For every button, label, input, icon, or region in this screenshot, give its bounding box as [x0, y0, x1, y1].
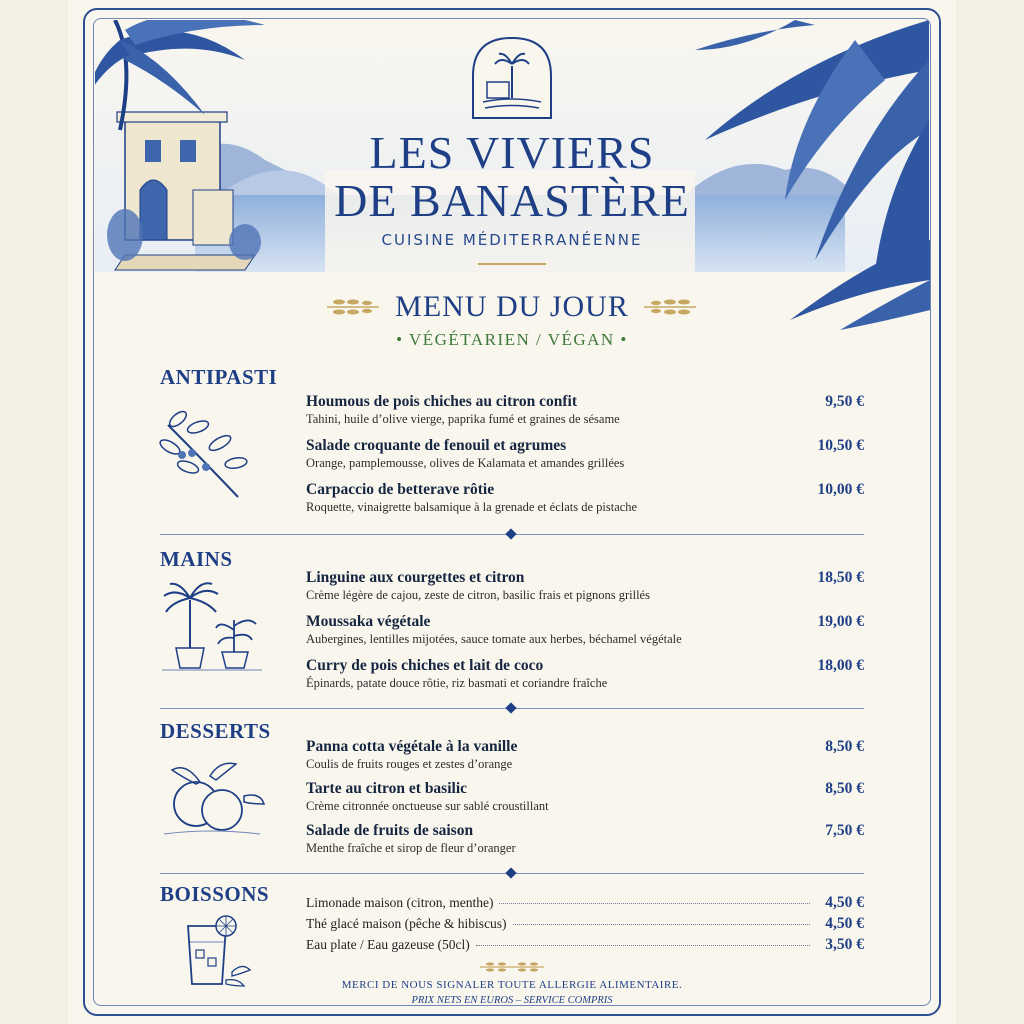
menu-item [306, 481, 864, 515]
menu-item [306, 822, 864, 856]
drink-price: 3,50 € [825, 936, 864, 953]
drink-item [306, 936, 864, 954]
price-note: PRIX NETS EN EUROS – SERVICE COMPRIS [411, 995, 613, 1006]
drink-name: Limonade maison (citron, menthe) [306, 895, 494, 910]
section-title-desserts: DESSERTS [160, 719, 271, 743]
citrus-fruit-icon [160, 756, 266, 838]
item-description: Roquette, vinaigrette balsamique à la grenade et éclats de pistache [306, 500, 638, 514]
item-name: Tarte au citron et basilic [306, 780, 468, 797]
section-divider [160, 708, 864, 709]
item-price: 19,00 € [817, 613, 864, 630]
menu-item [306, 657, 864, 691]
gold-divider [478, 263, 546, 265]
item-name: Linguine aux courgettes et citron [306, 569, 525, 586]
item-price: 8,50 € [825, 780, 864, 797]
footer-laurel-icon [478, 961, 546, 973]
menu-item [306, 569, 864, 603]
arch-palm-emblem-icon [471, 36, 553, 120]
drink-price: 4,50 € [825, 915, 864, 932]
dot-leader [499, 903, 810, 904]
dot-leader [476, 945, 810, 946]
potted-palm-icon [160, 580, 264, 672]
drink-price: 4,50 € [825, 894, 864, 911]
item-description: Orange, pamplemousse, olives de Kalamata et amandes grillées [306, 456, 625, 470]
section-title-mains: MAINS [160, 547, 233, 571]
lemonade-glass-icon [182, 912, 252, 990]
drink-name: Thé glacé maison (pêche & hibiscus) [306, 916, 507, 931]
item-description: Épinards, patate douce rôtie, riz basmati et coriandre fraîche [306, 676, 608, 690]
item-name: Salade de fruits de saison [306, 822, 474, 839]
item-description: Menthe fraîche et sirop de fleur d’oranger [306, 841, 516, 855]
diet-label: • VÉGÉTARIEN / VÉGAN • [396, 330, 628, 349]
section-divider [160, 873, 864, 874]
item-description: Tahini, huile d’olive vierge, paprika fumé et graines de sésame [306, 412, 620, 426]
item-description: Crème légère de cajou, zeste de citron, basilic frais et pignons grillés [306, 588, 650, 602]
item-description: Aubergines, lentilles mijotées, sauce tomate aux herbes, béchamel végétale [306, 632, 682, 646]
laurel-right-icon [642, 297, 698, 317]
cuisine-tagline: CUISINE MÉDITERRANÉENNE [381, 231, 643, 249]
drink-item [306, 915, 864, 933]
menu-item [306, 613, 864, 647]
section-title-antipasti: ANTIPASTI [160, 365, 278, 389]
menu-item [306, 437, 864, 471]
item-price: 7,50 € [825, 822, 864, 839]
item-price: 10,00 € [817, 481, 864, 498]
menu-item [306, 393, 864, 427]
menu-item [306, 780, 864, 814]
item-price: 18,50 € [817, 569, 864, 586]
item-name: Panna cotta végétale à la vanille [306, 738, 518, 755]
item-name: Houmous de pois chiches au citron confit [306, 393, 577, 410]
drink-name: Eau plate / Eau gazeuse (50cl) [306, 937, 470, 952]
menu-title: MENU DU JOUR [395, 290, 629, 323]
item-price: 8,50 € [825, 738, 864, 755]
item-description: Coulis de fruits rouges et zestes d’orange [306, 757, 513, 771]
section-divider [160, 534, 864, 535]
section-title-boissons: BOISSONS [160, 882, 270, 906]
drink-item [306, 894, 864, 912]
item-name: Moussaka végétale [306, 613, 431, 630]
item-name: Salade croquante de fenouil et agrumes [306, 437, 567, 454]
dot-leader [513, 924, 810, 925]
allergy-note: MERCI DE NOUS SIGNALER TOUTE ALLERGIE ALIMENTAIRE. [341, 979, 683, 991]
olive-branch-icon [158, 405, 250, 501]
item-price: 10,50 € [817, 437, 864, 454]
item-price: 9,50 € [825, 393, 864, 410]
item-description: Crème citronnée onctueuse sur sablé croustillant [306, 799, 549, 813]
restaurant-name-line1: LES VIVIERS [369, 127, 655, 178]
menu-item [306, 738, 864, 772]
restaurant-name-line2: DE BANASTÈRE [334, 175, 690, 226]
palm-leaf-decoration [780, 240, 930, 330]
item-price: 18,00 € [817, 657, 864, 674]
item-name: Curry de pois chiches et lait de coco [306, 657, 544, 674]
item-name: Carpaccio de betterave rôtie [306, 481, 495, 498]
